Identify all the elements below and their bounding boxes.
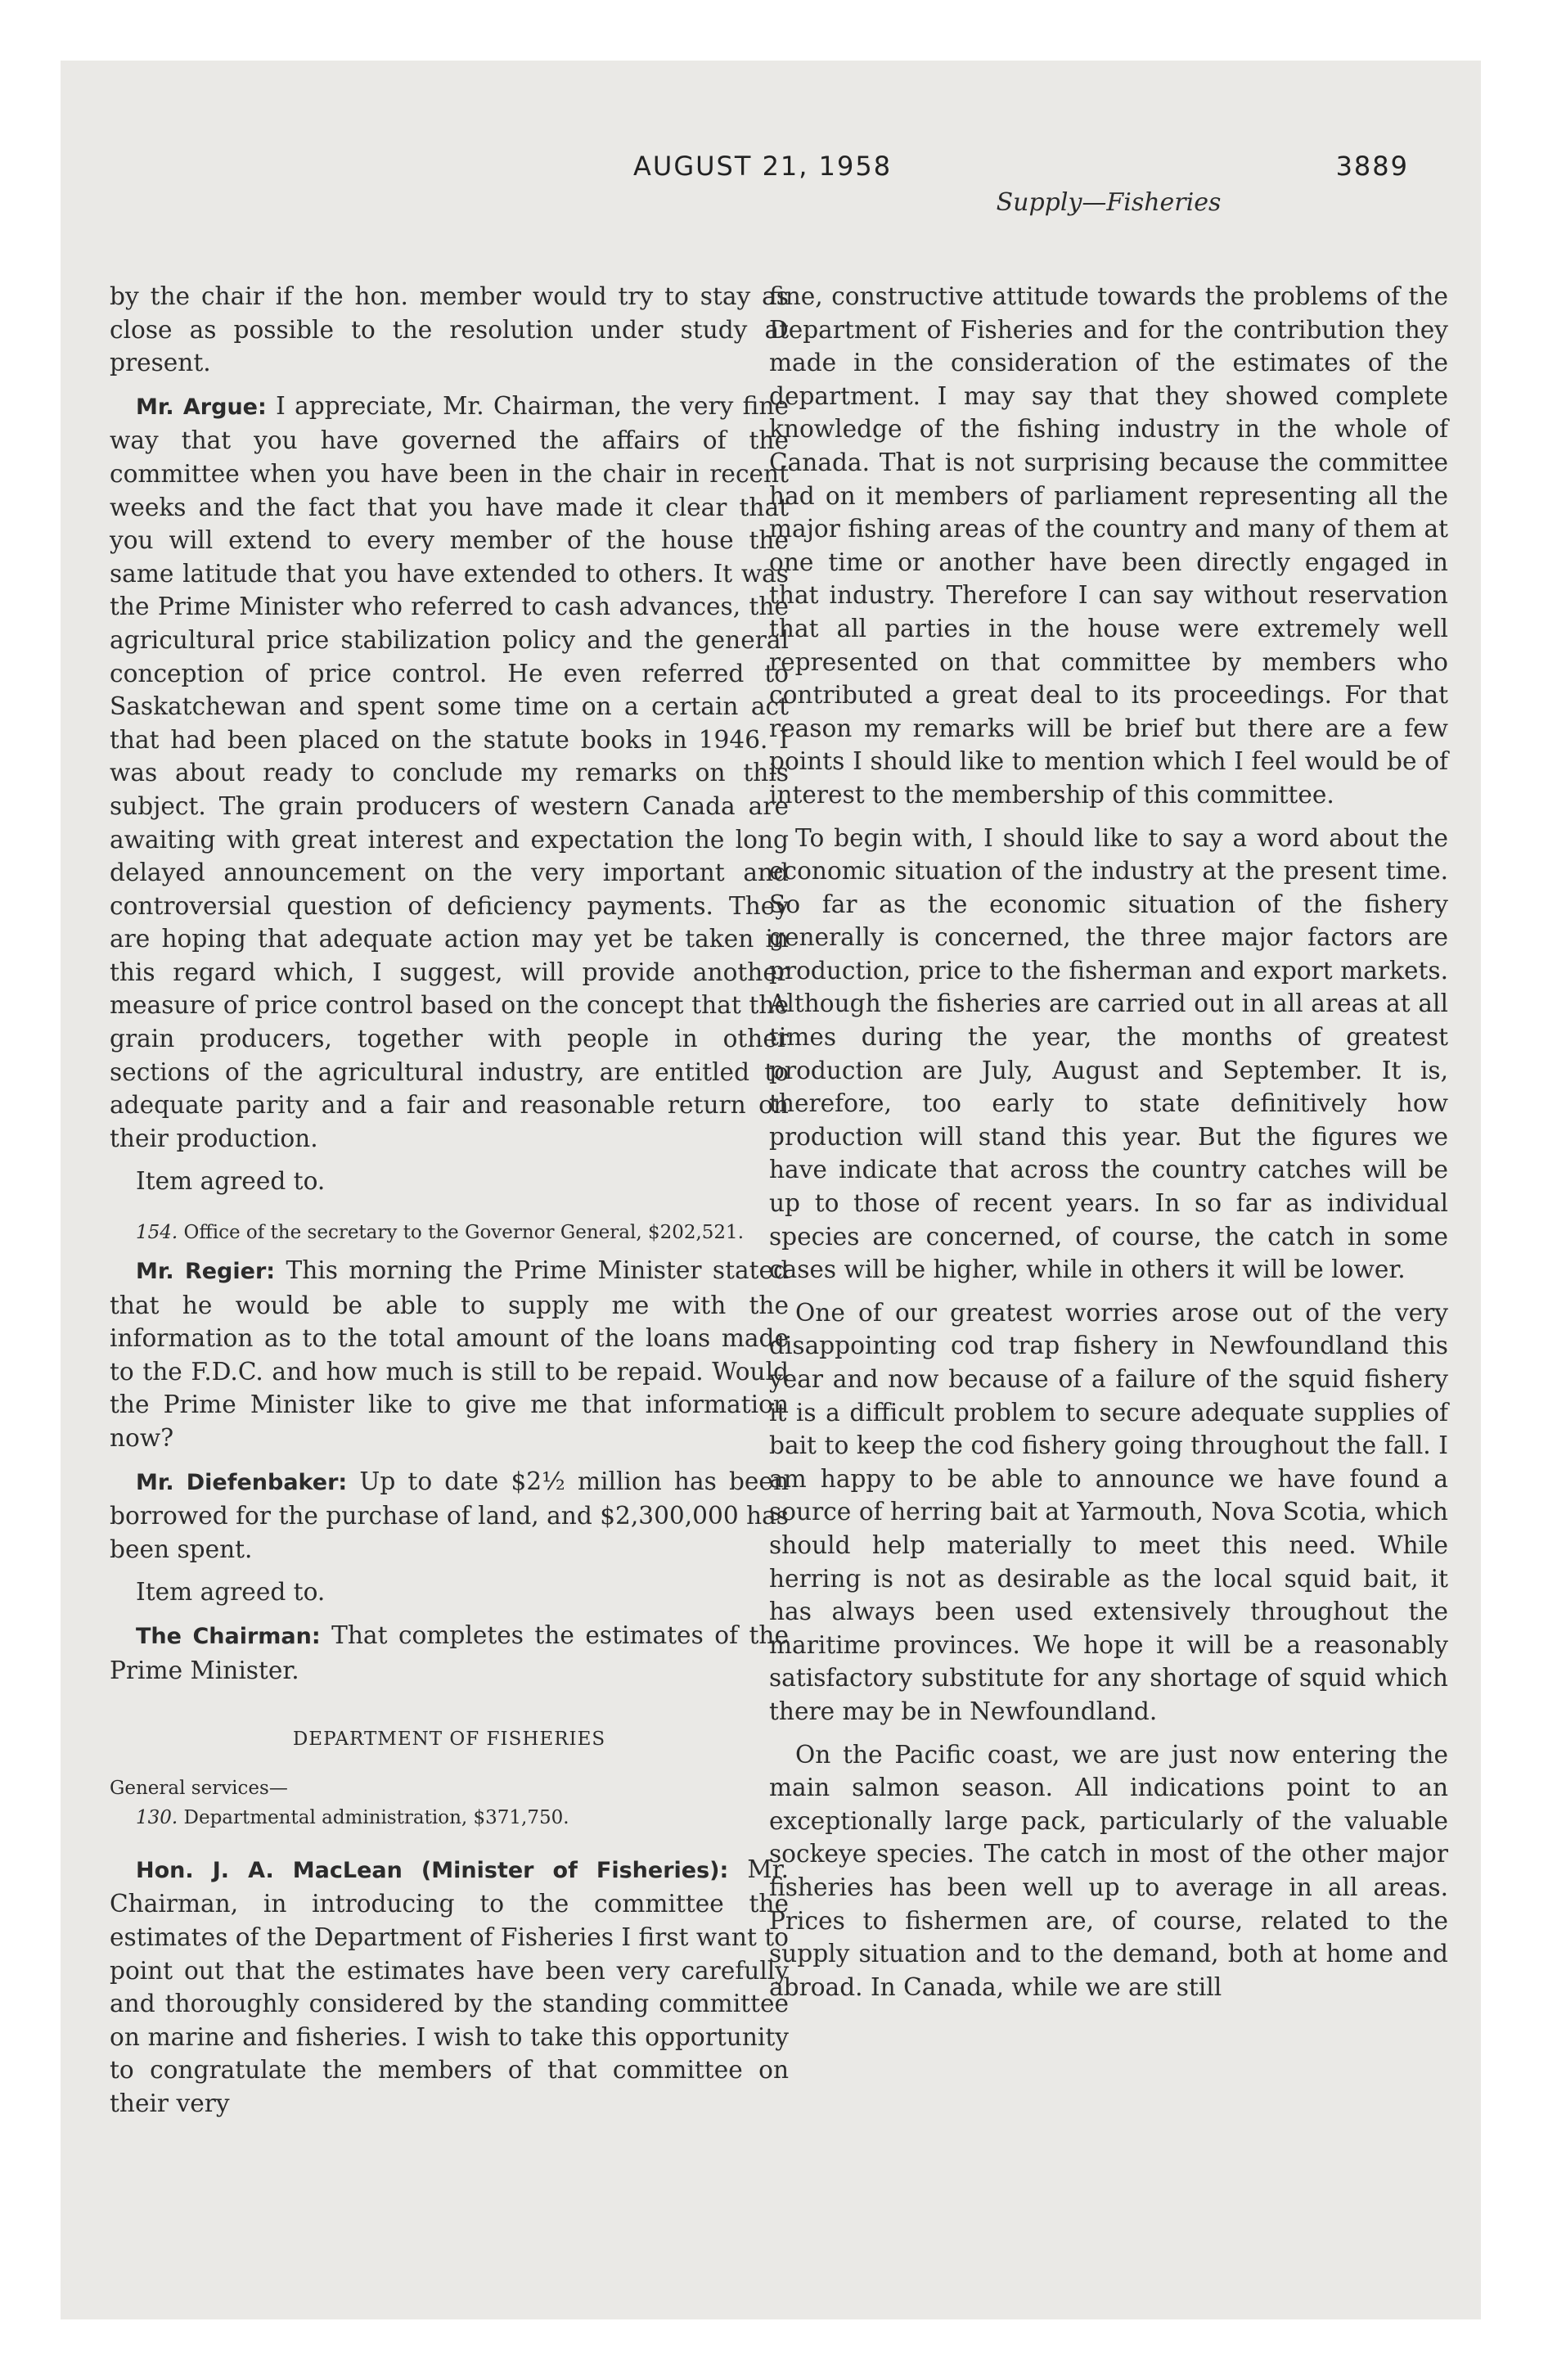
page-number: 3889: [1335, 151, 1409, 182]
item-agreed: Item agreed to.: [136, 1578, 326, 1607]
speech-argue: [110, 390, 789, 1156]
speech-text: I appreciate, Mr. Chairman, the very fine way that you have governed the affairs of the committee when you have been in the chair in recent weeks and the fact that you have made it clear that you will extend to every member of the house the same latitude that you have extended to others. It was the Prime Minister who referred to cash advances, the agricultural price stabilization policy and the general conception of price control. He even referred to Saskatchewan and spent some time on a certain act that had been placed on the statute books in 1946. I was about ready to conclude my remarks on this subject. The grain producers of western Canada are awaiting with great interest and expectation the long delayed announcement on the very important and controversial question of deficiency payments. They are hoping that adequate action may yet be taken in this regard which, I suggest, will provide another measure of price control based on the concept that the grain producers, together with people in other sections of the agricultural industry, are entitled to adequate parity and a fair and reasonable return on their production.: [110, 391, 789, 1152]
speaker-name: The Chairman:: [136, 1623, 321, 1649]
paragraph: by the chair if the hon. member would try to stay as close as possible to the resolution under study at present.: [110, 282, 789, 377]
vote-number: 130.: [136, 1806, 178, 1828]
speech-diefenbaker: [110, 1465, 789, 1566]
speech-chairman: [110, 1619, 789, 1687]
page-header: [61, 151, 1481, 192]
paragraph: On the Pacific coast, we are just now entering the main salmon season. All indications point to an exceptionally large pack, particularly of the valuable sockeye species. The catch in most of the other major fisheries has been well up to average in all areas. Prices to fishermen are, of course, related to the supply situation and to the demand, both at home and abroad. In Canada, while we are still: [769, 1740, 1448, 2001]
paragraph: One of our greatest worries arose out of the very disappointing cod trap fishery in Newfoundland this year and now because of a failure of the squid fishery it is a difficult problem to secure adequate supplies of bait to keep the cod fishery going throughout the fall. I am happy to be able to announce we have found a source of herring bait at Yarmouth, Nova Scotia, which should help materially to meet this need. While herring is not as desirable as the local squid bait, it has always been used extensively throughout the maritime provinces. We hope it will be a reasonably satisfactory substitute for any shortage of squid which there may be in Newfoundland.: [769, 1298, 1448, 1725]
vote-item: [110, 1805, 789, 1830]
speech-maclean: [110, 1853, 789, 2121]
running-head: Supply—Fisheries: [996, 188, 1222, 217]
speech-regier: [110, 1254, 789, 1455]
speaker-name: Mr. Regier:: [136, 1259, 276, 1285]
speech-text: This morning the Prime Minister stated that he would be able to supply me with the information as to the total amount of the loans made to the F.D.C. and how much is still to be repaid. Would the Prime Minister like to give me that information now?: [110, 1256, 789, 1452]
speech-text: Mr. Chairman, in introducing to the committee the estimates of the Department of Fisheries I first want to point out that the estimates have been very carefully and thoroughly considered by the standing committee on marine and fisheries. I wish to take this opportunity to congratulate the members of that committee on their very: [110, 1855, 789, 2117]
subsection-label: General services—: [110, 1777, 288, 1799]
hansard-page: [61, 61, 1481, 2319]
left-column: [110, 280, 789, 2121]
speech-text: Up to date $2½ million has been borrowed for the purchase of land, and $2,300,000 has been spent.: [110, 1467, 790, 1563]
speaker-name: Mr. Argue:: [136, 394, 267, 420]
vote-number: 154.: [136, 1222, 178, 1244]
speech-text: That completes the estimates of the Prime Minister.: [110, 1620, 789, 1684]
speaker-name: Mr. Diefenbaker:: [136, 1469, 348, 1495]
vote-text: Departmental administration, $371,750.: [178, 1806, 569, 1828]
right-column: [769, 280, 1448, 2004]
item-agreed: Item agreed to.: [136, 1167, 326, 1196]
paragraph: fine, constructive attitude towards the problems of the Department of Fisheries and for the contribution they made in the consideration of the estimates of the department. I may say that they showed complete knowledge of the fishing industry in the whole of Canada. That is not surprising because the committee had on it members of parliament representing all the major fishing areas of the country and many of them at one time or another have been directly engaged in that industry. Therefore I can say without reservation that all parties in the house were extremely well represented on that committee by members who contributed a great deal to its proceedings. For that reason my remarks will be brief but there are a few points I should like to mention which I feel would be of interest to the membership of this committee.: [769, 282, 1448, 809]
vote-item: [110, 1221, 789, 1244]
speaker-name: Hon. J. A. MacLean (Minister of Fisheries):: [136, 1857, 729, 1883]
paragraph: To begin with, I should like to say a word about the economic situation of the industry at the present time. So far as the economic situation of the fishery generally is concerned, the three major factors are production, price to the fisherman and export markets. Although the fisheries are carried out in all areas at all times during the year, the months of greatest production are July, August and September. It is, therefore, too early to state definitively how production will stand this year. But the figures we have indicate that across the country catches will be up to those of recent years. In so far as individual species are concerned, of course, the catch in some cases will be higher, while in others it will be lower.: [769, 823, 1448, 1284]
vote-text: Office of the secretary to the Governor General, $202,521.: [178, 1222, 745, 1244]
header-date: AUGUST 21, 1958: [633, 151, 893, 182]
section-heading: DEPARTMENT OF FISHERIES: [292, 1729, 606, 1751]
